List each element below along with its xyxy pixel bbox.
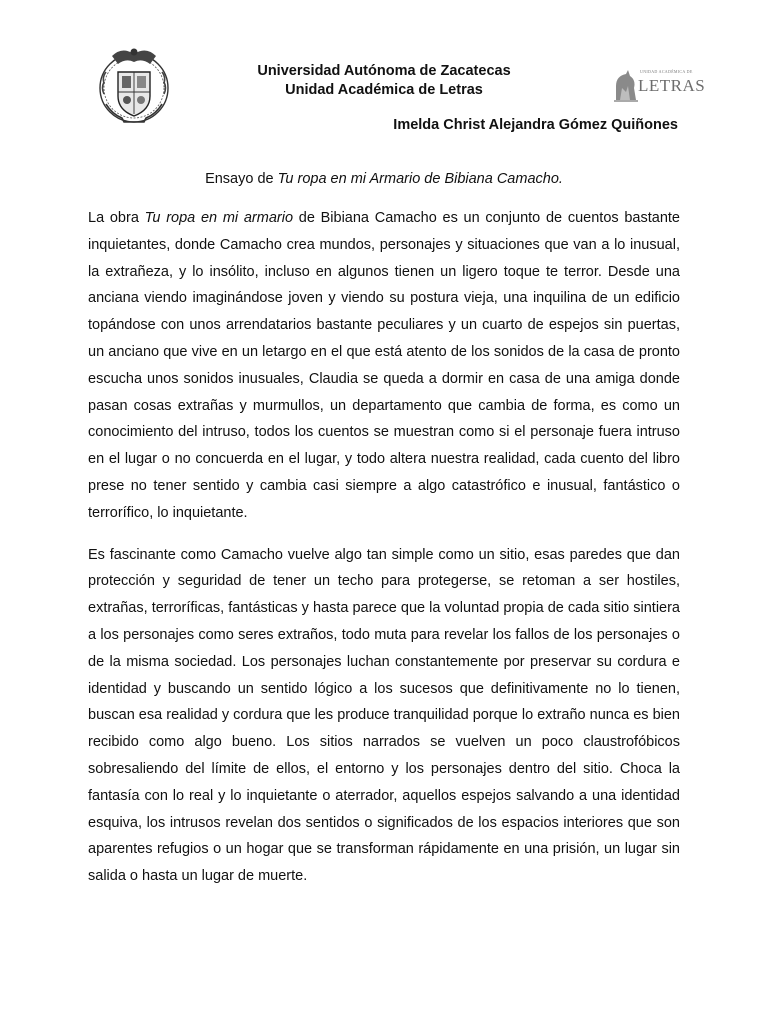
letras-logo-small-text: UNIDAD ACADÉMICA DE xyxy=(640,69,693,74)
essay-title xyxy=(88,170,680,189)
letras-logo xyxy=(612,62,706,106)
essay-body xyxy=(88,205,680,905)
paragraph-2: Es fascinante como Camacho vuelve algo tan simple como un sitio, esas paredes que dan protección y seguridad de tener un techo para protegerse, se retoman a ser hostiles, extrañas, terroríficas, fantásticas y hasta parece que la voluntad propia de cada sitio sintiera a los personajes como seres extraños, todo muta para revelar los fallos de los personajes o de la misma sociedad. Los personajes luchan constantemente por preservar su cordura e identidad y buscando un sentido lógico a los sucesos que definitivamente no lo tienen, buscan esa realidad y cordura que les produce tranquilidad porque lo extraño nunca es bien recibido como algo bueno. Los sitios narrados se vuelven un poco claustrofóbicos sobresaliendo del límite de ellos, el entorno y los personajes dentro del sitio. Choca la fantasía con lo real y lo inquietante o aterrador, aquellos espejos salvando a una identidad esquiva, los intrusos revelan dos sentidos o significados de los espacios interiores que son aparentes refugios o un hogar que se transforman rápidamente en una prisión, un lugar sin salida o hasta un lugar de muerte. xyxy=(88,546,680,885)
academic-unit-name: Unidad Académica de Letras xyxy=(285,82,483,98)
letras-emblem-icon xyxy=(612,66,640,104)
university-seal-logo xyxy=(92,42,176,126)
essay-title-prefix: Ensayo de xyxy=(205,171,278,187)
paragraph-1-text: de Bibiana Camacho es un conjunto de cuentos bastante inquietantes, donde Camacho crea mundos, personajes y situaciones que van a lo inusual, la extrañeza, y lo insólito, incluso en algunos tienen un ligero toque te terror. Desde una anciana viendo imaginándose joven y viendo su postura vieja, una inquilina de un edificio topándose con unos arrendatarios bastante peculiares y un cuarto de espejos sin puertas, un anciano que vive en un letargo en el que está atento de los sonidos de la casa de pronto escucha unos sonidos inusuales, Claudia se queda a dormir en casa de una amiga donde pasan cosas extrañas y murmullos, un departamento que cambia de forma, es como un conocimiento del intruso, todos los cuentos se muestran como si el personaje fuera intruso en el lugar o no concuerda en el lugar, y todo altera nuestra realidad, cada cuento del libro prese no tener sentido y cambia casi siempre a algo catastrófico e inusual, fantástico o terrorífico, lo inquietante. xyxy=(88,210,680,521)
university-name: Universidad Autónoma de Zacatecas xyxy=(257,63,511,79)
institution-header xyxy=(200,62,568,100)
book-title-italic: Tu ropa en mi armario xyxy=(144,210,294,226)
paragraph-1-prefix: La obra xyxy=(88,210,145,226)
paragraph-1 xyxy=(88,205,680,527)
letras-logo-big-text: LETRAS xyxy=(638,76,706,95)
author-name: Imelda Christ Alejandra Gómez Quiñones xyxy=(393,117,678,133)
essay-title-italic: Tu ropa en mi Armario de Bibiana Camacho. xyxy=(277,171,563,187)
